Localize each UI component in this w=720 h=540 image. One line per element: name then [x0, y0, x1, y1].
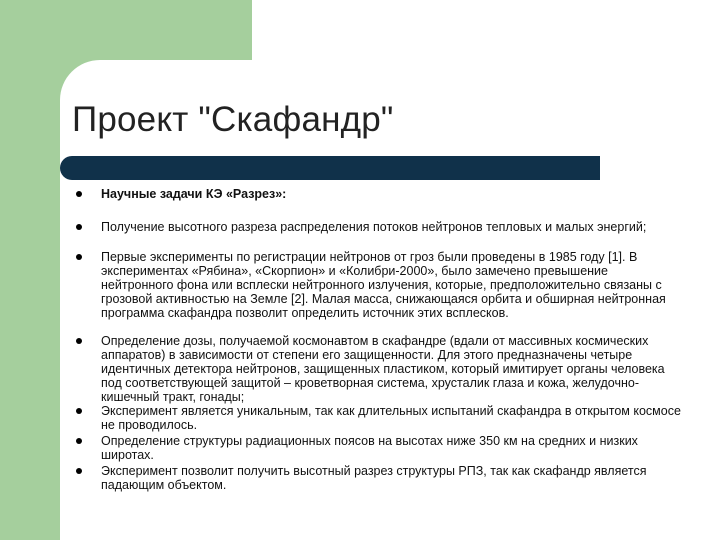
list-item: Эксперимент позволит получить высотный разрез структуры РПЗ, так как скафандр является падающим объектом.	[101, 464, 647, 492]
list-item: Первые эксперименты по регистрации нейтронов от гроз были проведены в 1985 году [1]. В экспериментах «Рябина», «Скорпион» и «Колибри-2000», было замечено превышение нейтронного фона или всплески нейтронного излучения, которые, предположительно связаны с грозовой активностью на Земле [2]. Малая масса, снижающаяся орбита и обширная нейтронная программа скафандра позволит определить источник этих всплесков.	[101, 250, 666, 320]
list-item: Получение высотного разреза распределения потоков нейтронов тепловых и малых энергий;	[101, 220, 647, 234]
bullet-icon	[76, 438, 82, 444]
bullet-icon	[76, 408, 82, 414]
bullet-icon	[76, 468, 82, 474]
slide-title: Проект "Скафандр"	[72, 100, 394, 139]
bullet-icon	[76, 254, 82, 260]
list-item: Эксперимент является уникальным, так как длительных испытаний скафандра в открытом космосе не проводилось.	[101, 404, 681, 432]
bullet-icon	[76, 191, 82, 197]
list-item: Определение дозы, получаемой космонавтом в скафандре (вдали от массивных космических аппаратов) в зависимости от степени его защищенности. Для этого предназначены четыре идентичных детектора нейтронов, защищенных пластиком, который имитирует органы человека под соответствующей защитой – кроветворная система, хрусталик глаза и кожа, желудочно-кишечный тракт, гонады;	[101, 334, 665, 404]
bullet-icon	[76, 224, 82, 230]
bullet-icon	[76, 338, 82, 344]
list-item: Определение структуры радиационных поясов на высотах ниже 350 км на средних и низких широтах.	[101, 434, 638, 462]
list-item-heading: Научные задачи КЭ «Разрез»:	[101, 187, 287, 201]
